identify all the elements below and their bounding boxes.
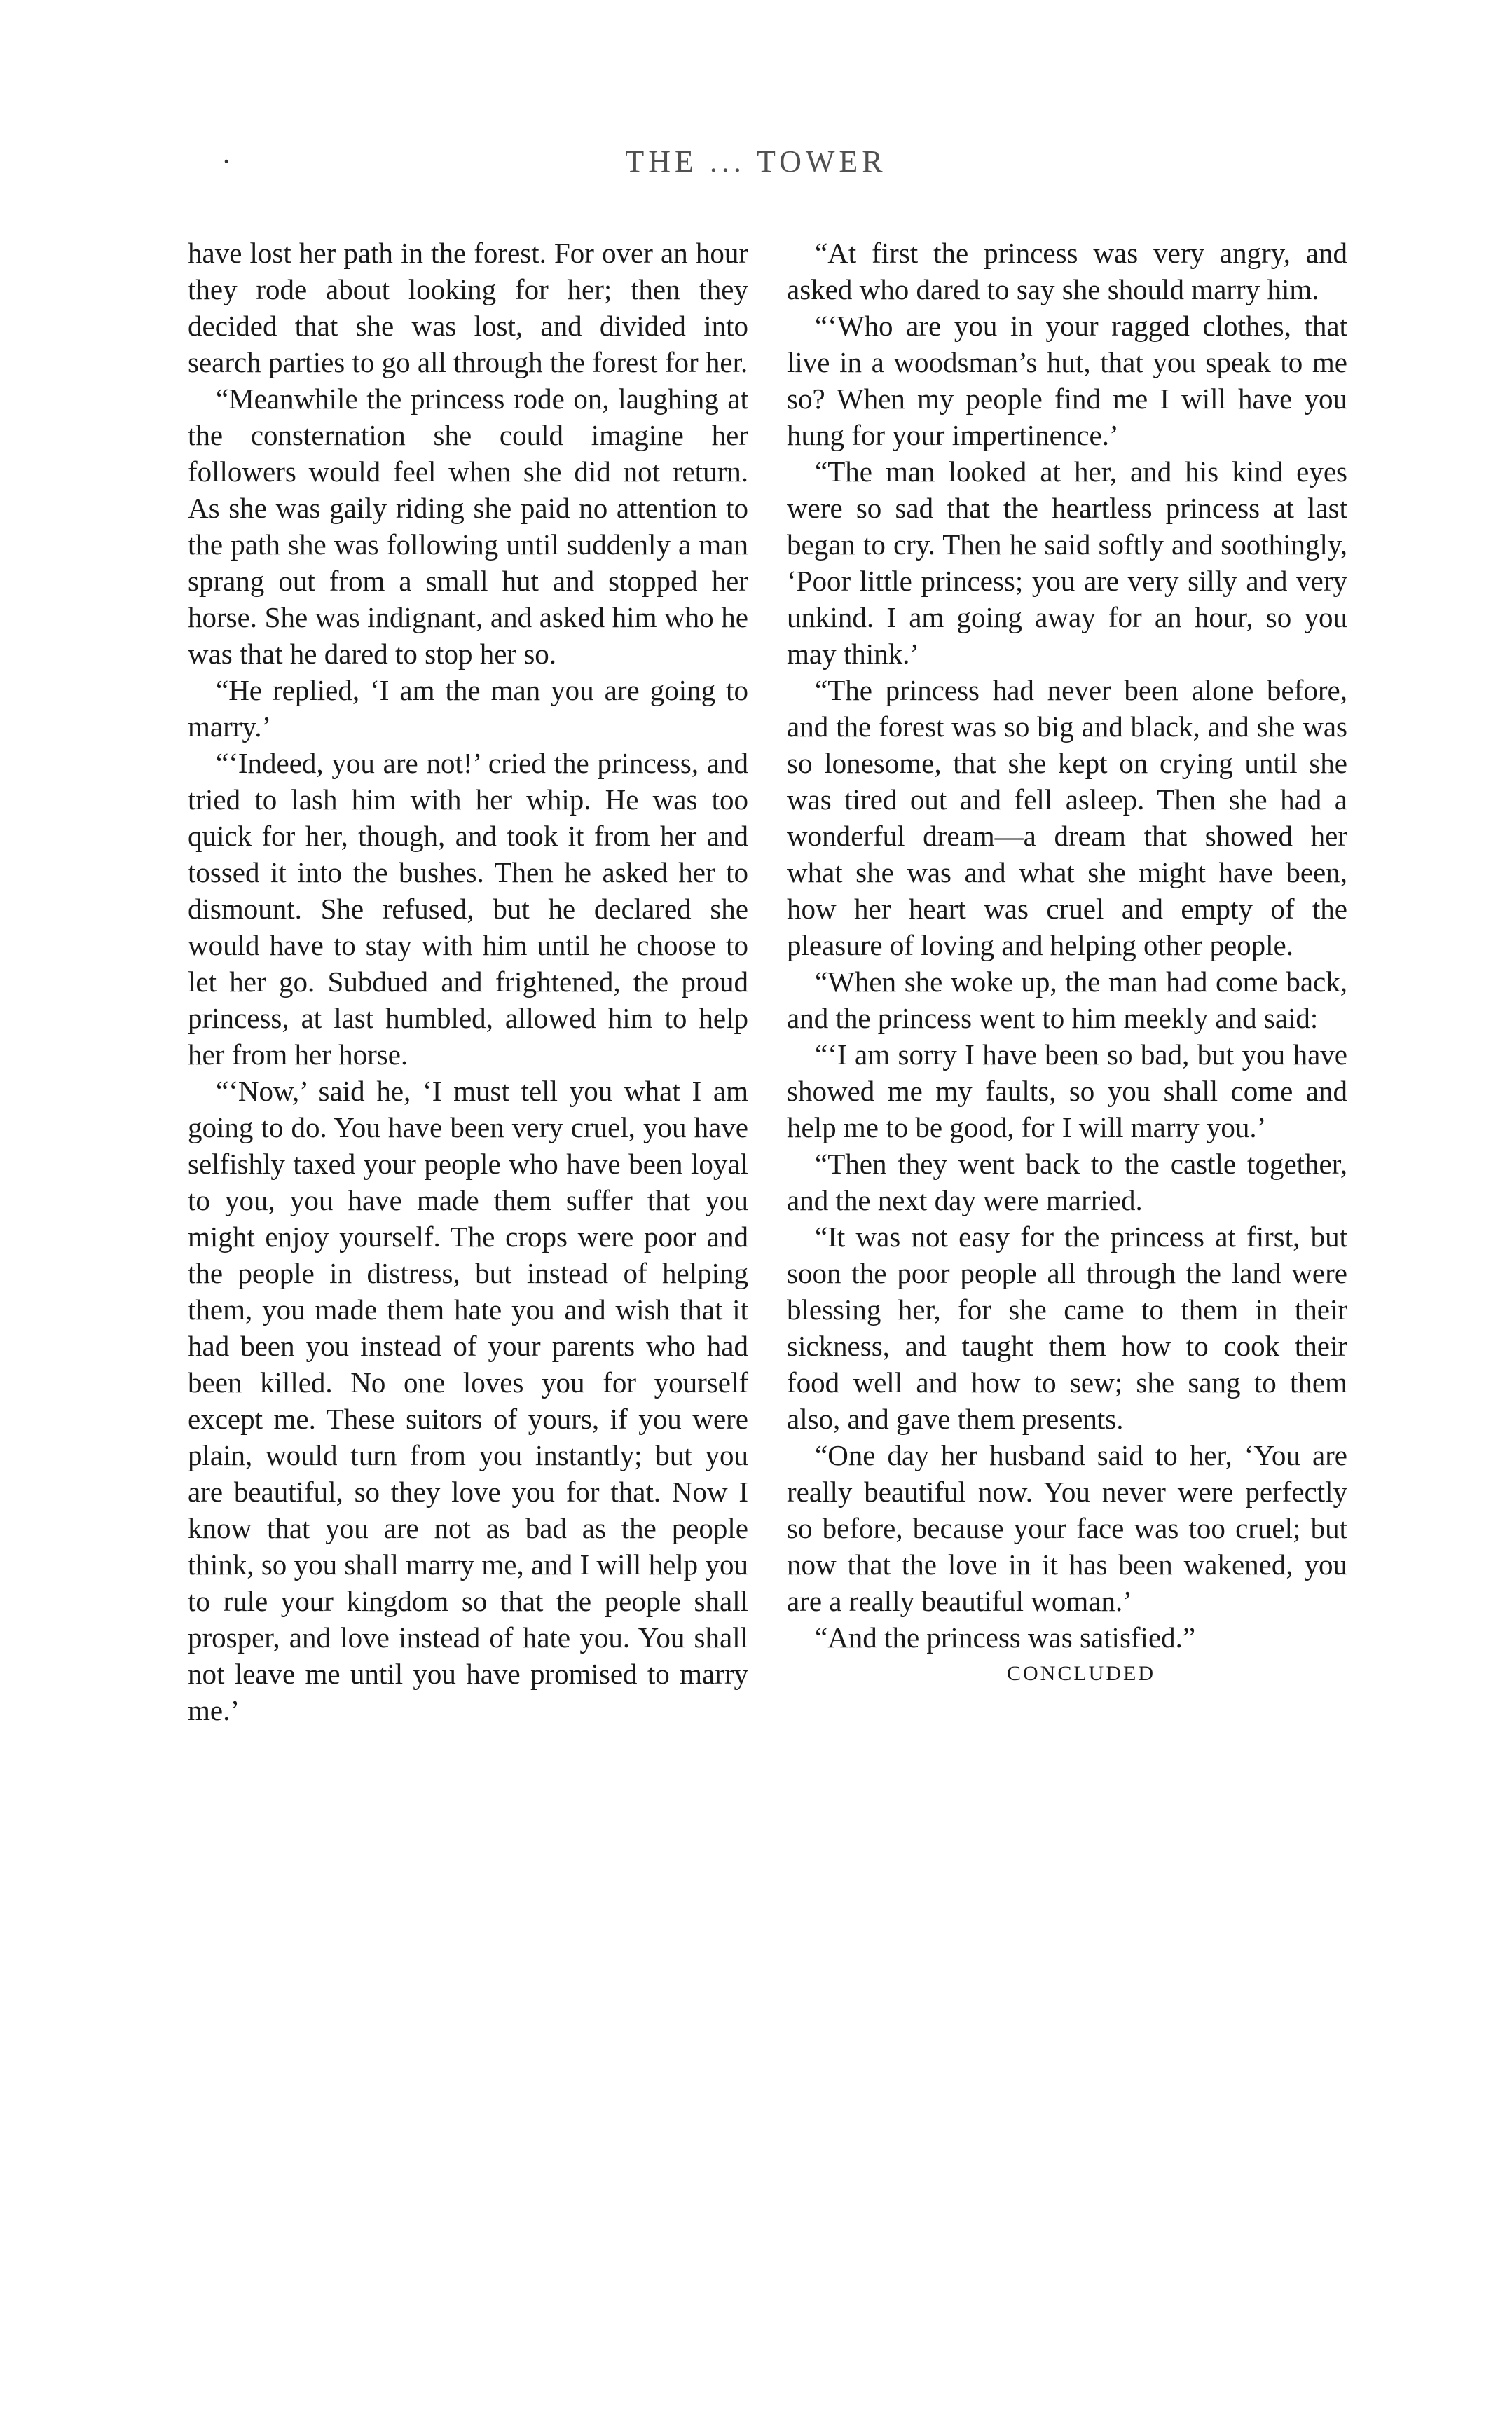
right-paragraph-8: “It was not easy for the princess at first, but soon the poor people all through the land were blessing her, for she came to them in their sickness, and taught them how to cook their food well and how to sew; she sang to them also, and gave them presents. — [787, 1221, 1347, 1435]
right-column — [787, 235, 1347, 1692]
left-paragraph-3: “He replied, ‘I am the man you are going to marry.’ — [188, 674, 748, 743]
right-paragraph-2: “‘Who are you in your ragged clothes, that live in a woodsman’s hut, that you speak to me so? When my people find me I will have you hung for your impertinence.’ — [787, 310, 1347, 451]
left-paragraph-2: “Meanwhile the princess rode on, laughing at the consternation she could imagine her followers would feel when she did not return. As she was gaily riding she paid no attention to the path she was following until suddenly a man sprang out from a small hut and stopped her horse. She was indignant, and asked him who he was that he dared to stop her so. — [188, 383, 748, 670]
right-paragraph-9: “One day her husband said to her, ‘You are really beautiful now. You never were perfectly so before, because your face was too cruel; but now that the love in it has been wakened, you are a really beautiful woman.’ — [787, 1439, 1347, 1617]
right-paragraph-7: “Then they went back to the castle together, and the next day were married. — [787, 1148, 1347, 1216]
right-paragraph-5: “When she woke up, the man had come back, and the princess went to him meekly and said: — [787, 966, 1347, 1034]
right-paragraph-10: “And the princess was satisfied.” — [815, 1621, 1196, 1654]
left-paragraph-5: “‘Now,’ said he, ‘I must tell you what I am going to do. You have been very cruel, you have selfishly taxed your people who have been loyal to you, you have made them suffer that you might enjoy yourself. The crops were poor and the people in distress, but instead of helping them, you made them hate you and wish that it had been you instead of your parents who had been killed. No one loves you for yourself except me. These suitors of yours, if you were plain, would turn from you instantly; but you are beautiful, so they love you for that. Now I know that you are not as bad as the people think, so you shall marry me, and I will help you to rule your kingdom so that the people shall prosper, and love instead of hate you. You shall not leave me until you have promised to marry me.’ — [188, 1075, 748, 1726]
right-paragraph-3: “The man looked at her, and his kind eyes were so sad that the heartless princess at last began to cry. Then he said softly and soothingly, ‘Poor little princess; you are very silly and very unkind. I am going away for an hour, so you may think.’ — [787, 455, 1347, 670]
right-paragraph-4: “The princess had never been alone before, and the forest was so big and black, and she was so lonesome, that she kept on crying until she was tired out and fell asleep. Then she had a wonderful dream—a dream that showed her what she was and what she might have been, how her heart was cruel and empty of the pleasure of loving and helping other people. — [787, 674, 1347, 961]
right-paragraph-6: “‘I am sorry I have been so bad, but you have showed me my faults, so you shall come and help me to be good, for I will marry you.’ — [787, 1038, 1347, 1143]
running-head-dot: · — [221, 144, 232, 179]
left-column — [188, 235, 748, 1729]
right-paragraph-1: “At first the princess was very angry, and asked who dared to say she should marry him. — [787, 237, 1347, 305]
left-paragraph-1: have lost her path in the forest. For over an hour they rode about looking for her; then they decided that she was lost, and divided into search parties to go all through the forest for her. — [188, 237, 748, 378]
concluded-label: CONCLUDED — [1007, 1662, 1155, 1685]
left-paragraph-4: “‘Indeed, you are not!’ cried the princess, and tried to lash him with her whip. He was too quick for her, though, and took it from her and tossed it into the bushes. Then he asked her to dismount. She refused, but he declared she would have to stay with him until he choose to let her go. Subdued and frightened, the proud princess, at last humbled, allowed him to help her from her horse. — [188, 747, 748, 1071]
running-head: THE ... TOWER — [625, 144, 887, 179]
